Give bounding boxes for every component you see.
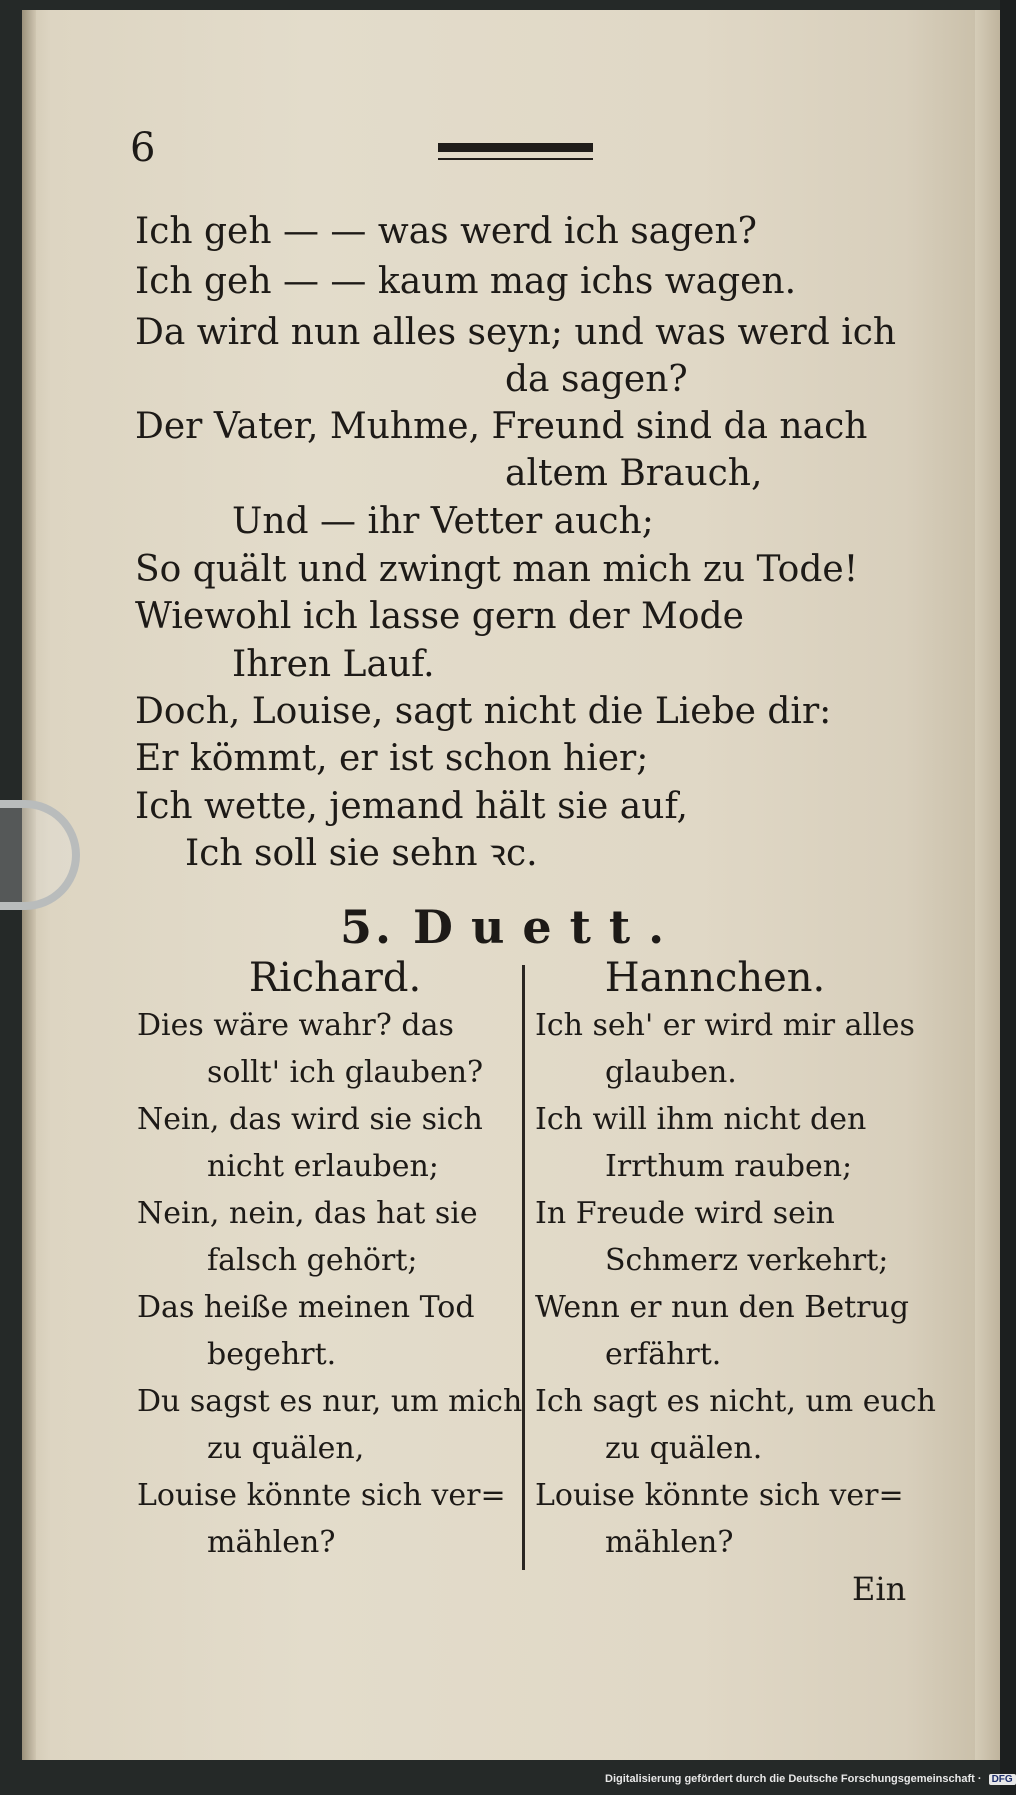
duet-line: Du sagst es nur, um mich	[137, 1384, 523, 1419]
verse-line: Der Vater, Muhme, Freund sind da nach	[135, 406, 868, 447]
duet-line: Das heiße meinen Tod	[137, 1290, 475, 1325]
catchword: Ein	[852, 1570, 907, 1608]
verse-line: Ich geh — — was werd ich sagen?	[135, 211, 757, 252]
section-number: 5.	[340, 900, 395, 954]
verse-line: So quält und zwingt man mich zu Tode!	[135, 549, 859, 590]
footer-text: Digitalisierung gefördert durch die Deutsche Forschungsgemeinschaft ·	[605, 1773, 982, 1785]
page-number: 6	[130, 125, 156, 171]
role-richard: Richard.	[248, 955, 422, 1001]
duet-line: falsch gehört;	[207, 1243, 418, 1278]
duet-line: mählen?	[605, 1525, 734, 1560]
section-title: Duett.	[413, 900, 683, 954]
duet-line: nicht erlauben;	[207, 1149, 439, 1184]
verse-line: Er kömmt, er ist schon hier;	[135, 738, 649, 779]
column-divider	[522, 965, 525, 1570]
verse-line: Und — ihr Vetter auch;	[232, 501, 654, 542]
verse-line: da sagen?	[505, 359, 688, 400]
header-rule-thick	[438, 143, 593, 152]
duet-line: Louise könnte sich ver=	[137, 1478, 506, 1513]
duet-line: In Freude wird sein	[535, 1196, 835, 1231]
duet-line: Wenn er nun den Betrug	[535, 1290, 909, 1325]
duet-line: Ich sagt es nicht, um euch	[535, 1384, 936, 1419]
duet-line: erfährt.	[605, 1337, 722, 1372]
verse-line: Ich geh — — kaum mag ichs wagen.	[135, 261, 797, 302]
duet-line: Schmerz verkehrt;	[605, 1243, 889, 1278]
verse-line: Ich soll sie sehn ꝛc.	[185, 833, 538, 874]
verse-line: Ich wette, jemand hält sie auf,	[135, 786, 688, 827]
duet-line: Nein, nein, das hat sie	[137, 1196, 478, 1231]
section-heading	[340, 900, 682, 954]
duet-line: Ich will ihm nicht den	[535, 1102, 867, 1137]
duet-line: Louise könnte sich ver=	[535, 1478, 904, 1513]
verse-line: altem Brauch,	[505, 453, 763, 494]
role-hannchen: Hannchen.	[604, 955, 826, 1001]
duet-line: glauben.	[605, 1055, 737, 1090]
duet-line: Nein, das wird sie sich	[137, 1102, 483, 1137]
verse-line: Da wird nun alles seyn; und was werd ich	[135, 312, 897, 353]
dfg-logo: DFG	[989, 1774, 1016, 1785]
digitization-footer	[605, 1773, 1016, 1785]
duet-line: Ich seh' er wird mir alles	[535, 1008, 915, 1043]
duet-column-left	[137, 1002, 523, 1566]
duet-line: mählen?	[207, 1525, 336, 1560]
duet-column-right	[535, 1002, 936, 1566]
verse-line: Wiewohl ich lasse gern der Mode	[135, 596, 744, 637]
duet-line: sollt' ich glauben?	[207, 1055, 484, 1090]
duet-line: begehrt.	[207, 1337, 337, 1372]
duet-line: zu quälen.	[605, 1431, 763, 1466]
verse-line: Doch, Louise, sagt nicht die Liebe dir:	[135, 691, 832, 732]
duet-line: zu quälen,	[207, 1431, 365, 1466]
duet-line: Irrthum rauben;	[605, 1149, 853, 1184]
verse-line: Ihren Lauf.	[232, 644, 435, 685]
duet-line: Dies wäre wahr? das	[137, 1008, 454, 1043]
header-rule-thin	[438, 158, 593, 160]
